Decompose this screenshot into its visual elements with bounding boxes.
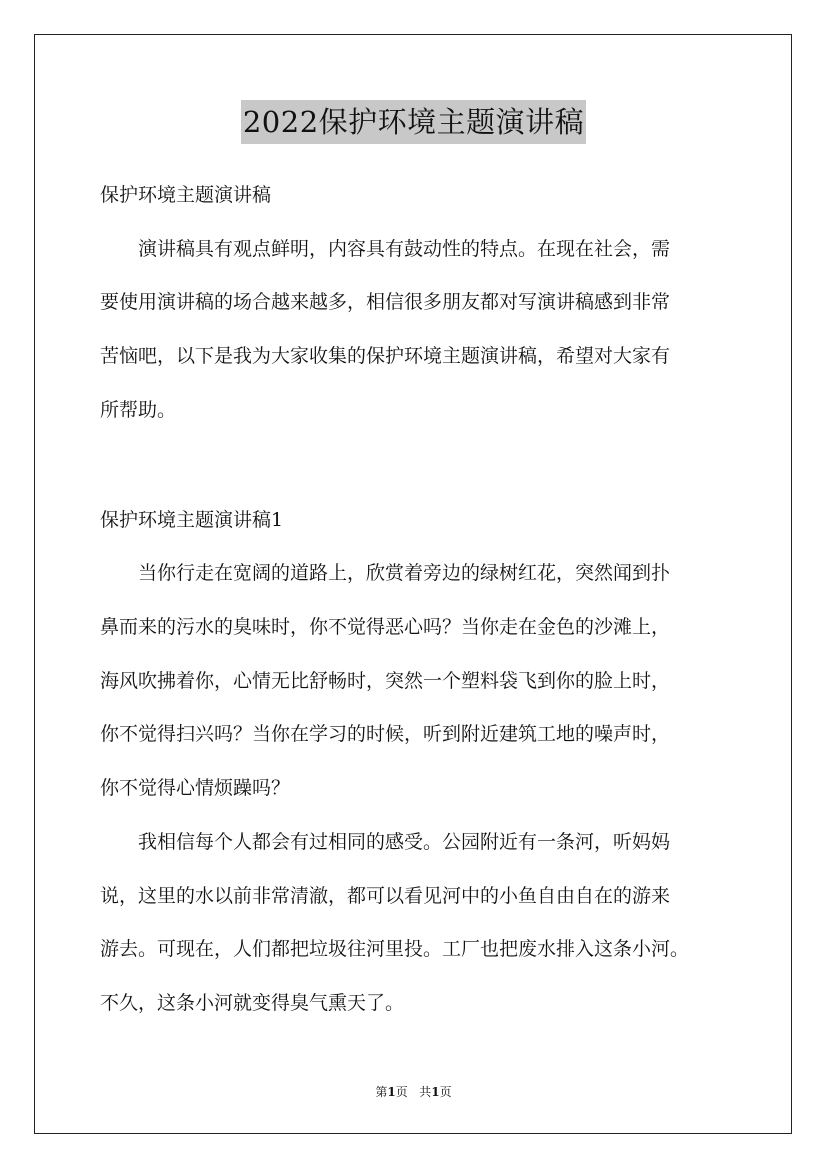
page-suffix: 页 [395, 1085, 408, 1099]
paragraph-line: 你不觉得扫兴吗？当你在学习的时候，听到附近建筑工地的噪声时， [100, 723, 671, 745]
paragraph-line: 你不觉得心情烦躁吗？ [100, 777, 291, 799]
page-footer [0, 1084, 827, 1100]
total-pages: 1 [431, 1085, 440, 1099]
paragraph-line: 鼻而来的污水的臭味时，你不觉得恶心吗？当你走在金色的沙滩上， [100, 616, 671, 638]
intro-line: 所帮助。 [100, 399, 177, 421]
total-suffix: 页 [439, 1085, 452, 1099]
intro-line: 演讲稿具有观点鲜明，内容具有鼓动性的特点。在现在社会，需 [138, 238, 671, 260]
page-prefix: 第 [375, 1085, 388, 1099]
paragraph-line: 我相信每个人都会有过相同的感受。公园附近有一条河，听妈妈 [138, 831, 671, 853]
total-prefix: 共 [419, 1085, 432, 1099]
paragraph-line: 当你行走在宽阔的道路上，欣赏着旁边的绿树红花，突然闻到扑 [138, 562, 671, 584]
page-number: 1 [387, 1085, 396, 1099]
paragraph-line: 海风吹拂着你，心情无比舒畅时，突然一个塑料袋飞到你的脸上时， [100, 670, 671, 692]
paragraph-line: 说，这里的水以前非常清澈，都可以看见河中的小鱼自由自在的游来 [100, 885, 671, 907]
document-title: 2022保护环境主题演讲稿 [241, 100, 586, 144]
paragraph-line: 不久，这条小河就变得臭气熏天了。 [100, 992, 405, 1014]
subtitle: 保护环境主题演讲稿 [100, 184, 272, 206]
intro-line: 苦恼吧，以下是我为大家收集的保护环境主题演讲稿，希望对大家有 [100, 345, 671, 367]
title-container [0, 100, 827, 144]
paragraph-line: 游去。可现在，人们都把垃圾往河里投。工厂也把废水排入这条小河。 [100, 938, 690, 960]
intro-line: 要使用演讲稿的场合越来越多，相信很多朋友都对写演讲稿感到非常 [100, 291, 671, 313]
section-heading: 保护环境主题演讲稿1 [100, 509, 284, 531]
